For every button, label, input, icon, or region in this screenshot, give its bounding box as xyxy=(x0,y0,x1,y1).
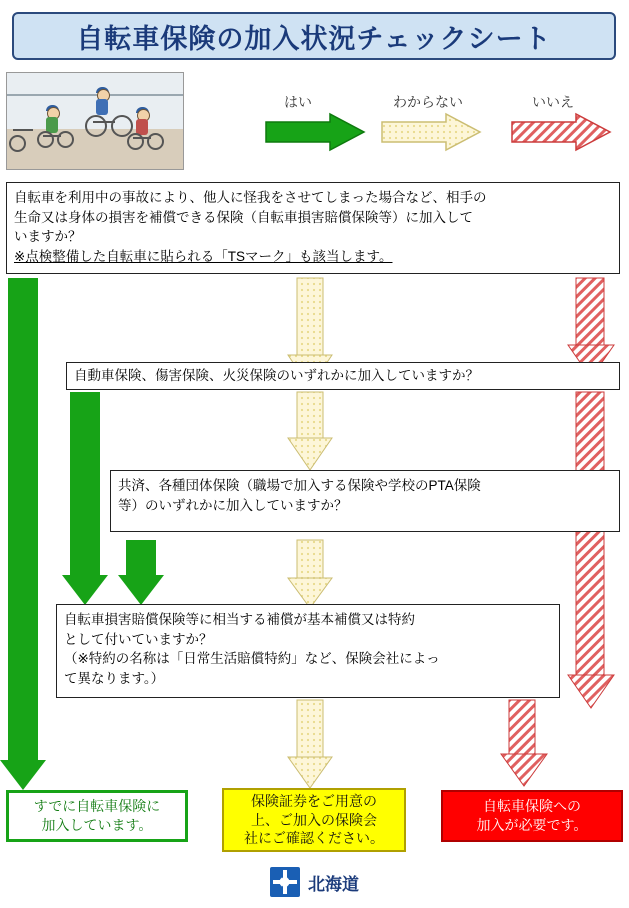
legend-label-yes: はい xyxy=(284,94,312,110)
result-yellow-line2: 上、ご加入の保険会 xyxy=(251,811,377,828)
result-green-line2: 加入しています。 xyxy=(41,817,153,833)
result-red-line2: 加入が必要です。 xyxy=(476,817,588,833)
q1-line4: ※点検整備した自転車に貼られる「TSマーク」も該当します。 xyxy=(14,248,393,264)
legend-label-no: いいえ xyxy=(532,94,574,110)
q1-line2: 生命又は身体の損害を補償できる保険（自転車損害賠償保険等）に加入して xyxy=(14,209,473,225)
q1-line1: 自転車を利用中の事故により、他人に怪我をさせてしまった場合など、相手の xyxy=(14,190,487,205)
question-box-2 xyxy=(66,362,620,390)
question-box-1 xyxy=(6,182,620,274)
footer xyxy=(0,862,629,902)
q4-line1 xyxy=(64,610,552,630)
result-box-check-policy xyxy=(222,788,406,852)
q1-line3: いますか？ xyxy=(14,229,82,245)
q4-line1-text: 自転車損害賠償保険等に相当する補償が基本補償又は特約 xyxy=(64,612,415,627)
q3-line1: 共済、各種団体保険（職場で加入する保険や学校のPTA保険 xyxy=(118,478,481,493)
result-yellow-line1: 保険証券をご用意の xyxy=(251,792,377,809)
q4-line4: て異なります。） xyxy=(64,670,165,686)
q4-line3: （※特約の名称は「日常生活賠償特約」など、保険会社によっ xyxy=(64,651,440,667)
page-title: 自転車保険の加入状況チェックシート xyxy=(76,23,552,54)
result-box-already-insured xyxy=(6,790,188,842)
result-red-line1: 自転車保険への xyxy=(482,798,581,815)
question-box-3 xyxy=(110,470,620,532)
question-box-4 xyxy=(56,604,560,698)
q4-line2: として付いていますか？ xyxy=(64,631,213,647)
result-yellow-line3: 社にご確認ください。 xyxy=(244,830,384,847)
q2-line1: 自動車保険、傷害保険、火災保険のいずれかに加入していますか？ xyxy=(74,368,479,384)
footer-org-name: 北海道 xyxy=(308,874,359,894)
hokkaido-logo-icon xyxy=(270,867,300,897)
result-green-line1: すでに自転車保険に xyxy=(33,798,161,815)
q3-line2: 等）のいずれかに加入していますか？ xyxy=(118,497,348,513)
legend-label-unknown: わからない xyxy=(393,94,463,110)
result-box-need-insurance xyxy=(441,790,623,842)
